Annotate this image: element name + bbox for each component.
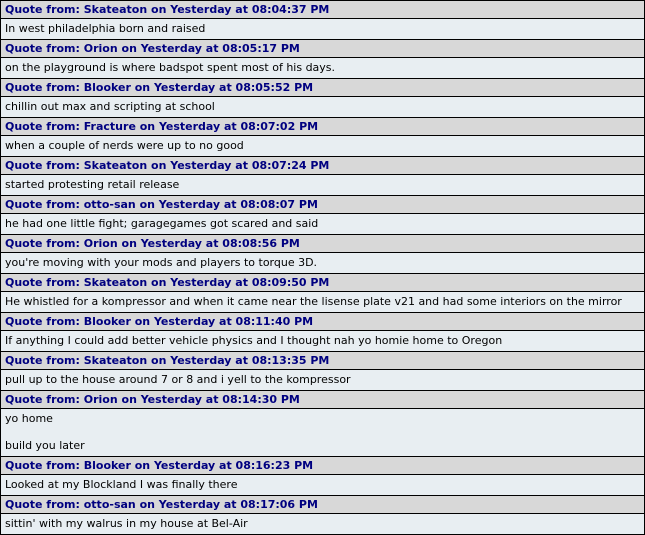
quote-body (0, 291, 645, 313)
quote-block (0, 495, 645, 535)
quote-body (0, 513, 645, 535)
quote-line: chillin out max and scripting at school (5, 100, 215, 113)
quote-block (0, 390, 645, 457)
quote-block (0, 312, 645, 352)
quote-line: If anything I could add better vehicle physics and I thought nah yo homie home to Oregon (5, 334, 503, 347)
quote-body (0, 18, 645, 40)
quote-header[interactable]: Quote from: Skateaton on Yesterday at 08:04:37 PM (0, 0, 645, 18)
quote-block (0, 78, 645, 118)
quote-header[interactable]: Quote from: Skateaton on Yesterday at 08:07:24 PM (0, 156, 645, 174)
quote-body (0, 408, 645, 457)
quote-body (0, 369, 645, 391)
quote-block (0, 351, 645, 391)
quote-header[interactable]: Quote from: Blooker on Yesterday at 08:16:23 PM (0, 456, 645, 474)
quote-header[interactable]: Quote from: Orion on Yesterday at 08:08:56 PM (0, 234, 645, 252)
quote-header[interactable]: Quote from: Blooker on Yesterday at 08:05:52 PM (0, 78, 645, 96)
quote-header[interactable]: Quote from: Skateaton on Yesterday at 08:09:50 PM (0, 273, 645, 291)
quote-body (0, 135, 645, 157)
quote-block (0, 195, 645, 235)
quote-block (0, 456, 645, 496)
quote-line: started protesting retail release (5, 178, 180, 191)
quote-line: In west philadelphia born and raised (5, 22, 206, 35)
quote-block (0, 234, 645, 274)
quote-header[interactable]: Quote from: Orion on Yesterday at 08:05:17 PM (0, 39, 645, 57)
quote-block (0, 39, 645, 79)
quote-body (0, 252, 645, 274)
quote-line: when a couple of nerds were up to no good (5, 139, 244, 152)
quote-line: on the playground is where badspot spent most of his days. (5, 61, 336, 74)
quote-block (0, 0, 645, 40)
quote-line: you're moving with your mods and players to torque 3D. (5, 256, 318, 269)
quote-body (0, 213, 645, 235)
quote-line: yo home (5, 412, 53, 425)
quote-line: pull up to the house around 7 or 8 and i yell to the kompressor (5, 373, 351, 386)
quote-header[interactable]: Quote from: Blooker on Yesterday at 08:11:40 PM (0, 312, 645, 330)
quote-header[interactable]: Quote from: Orion on Yesterday at 08:14:30 PM (0, 390, 645, 408)
quote-header[interactable]: Quote from: otto-san on Yesterday at 08:17:06 PM (0, 495, 645, 513)
quote-body (0, 174, 645, 196)
quote-line: build you later (5, 439, 85, 452)
quote-line: sittin' with my walrus in my house at Bel-Air (5, 517, 248, 530)
quote-header[interactable]: Quote from: Fracture on Yesterday at 08:07:02 PM (0, 117, 645, 135)
quote-line: Looked at my Blockland I was finally there (5, 478, 238, 491)
quote-line: he had one little fight; garagegames got scared and said (5, 217, 319, 230)
quote-line: He whistled for a kompressor and when it came near the lisense plate v21 and had some interiors on the mirror (5, 295, 622, 308)
quote-body (0, 57, 645, 79)
quote-header[interactable]: Quote from: Skateaton on Yesterday at 08:13:35 PM (0, 351, 645, 369)
quote-body (0, 96, 645, 118)
quote-block (0, 117, 645, 157)
quote-block (0, 156, 645, 196)
quote-line (5, 426, 640, 439)
quote-header[interactable]: Quote from: otto-san on Yesterday at 08:08:07 PM (0, 195, 645, 213)
quote-block (0, 273, 645, 313)
quote-body (0, 330, 645, 352)
quote-body (0, 474, 645, 496)
